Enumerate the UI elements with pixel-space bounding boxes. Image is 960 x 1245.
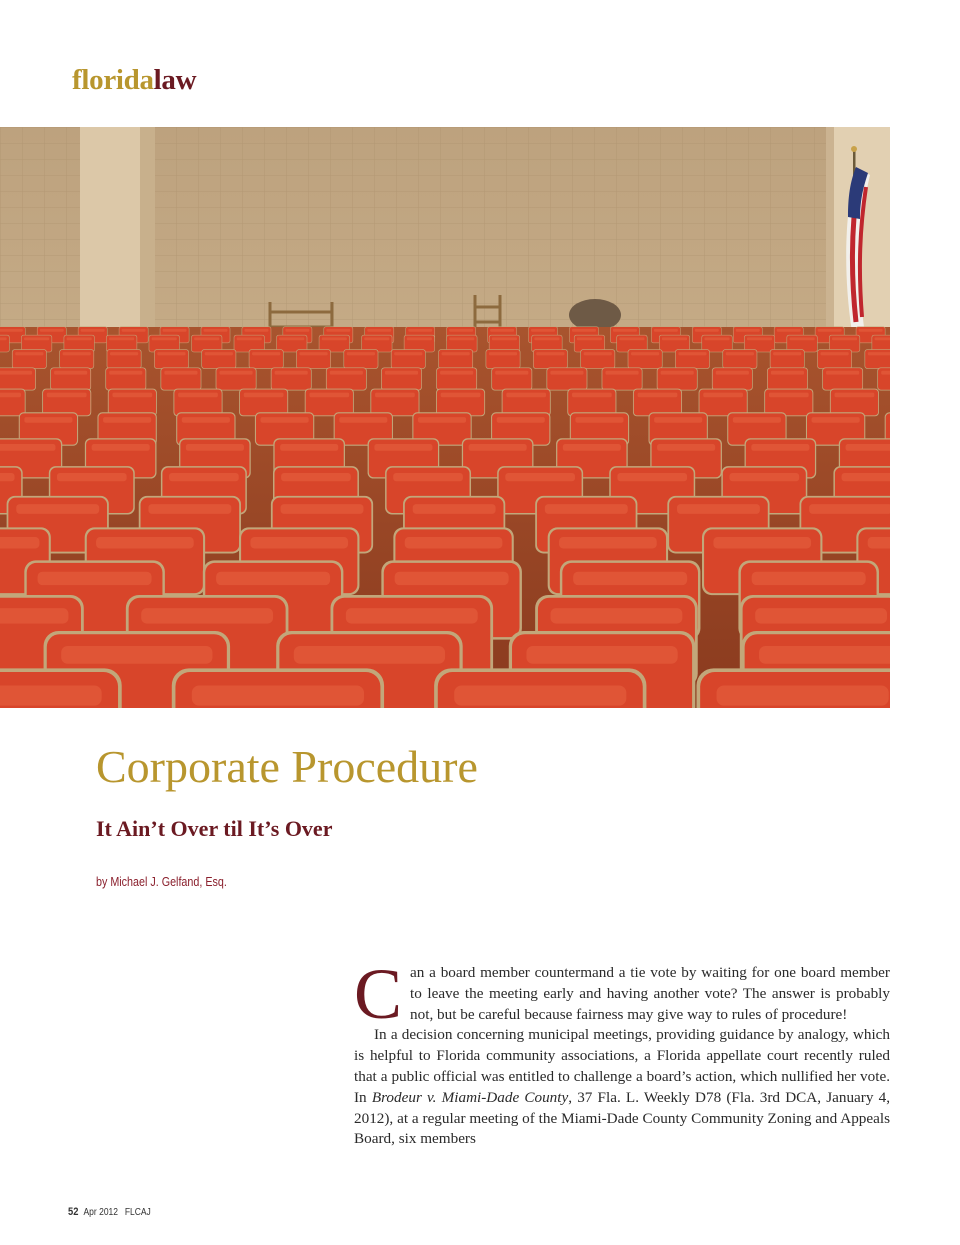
drop-cap: C xyxy=(354,954,403,1034)
byline: by Michael J. Gelfand, Esq. xyxy=(96,875,227,889)
section-tag-law: law xyxy=(153,64,197,96)
publication-name: FLCAJ xyxy=(124,1207,151,1218)
case-name: Brodeur v. Miami-Dade County xyxy=(371,1088,569,1106)
article-subtitle: It Ain’t Over til It’s Over xyxy=(96,816,333,841)
article-title: Corporate Procedure xyxy=(96,741,478,792)
hero-photo xyxy=(0,127,890,708)
section-tag xyxy=(72,66,196,95)
page-number: 52 xyxy=(68,1206,79,1218)
paragraph-1-text: an a board member countermand a tie vote by waiting for one board member to leave the meeting early and having another vote? The answer is probably not, but be careful because fairness may give way to rules of procedure! xyxy=(410,964,890,1023)
page-footer xyxy=(68,1206,151,1218)
issue-date: Apr 2012 xyxy=(83,1207,119,1218)
paragraph-1 xyxy=(354,954,890,1034)
section-tag-florida: florida xyxy=(72,64,154,96)
paragraph-2-text-b: , 37 Fla. L. Weekly D78 (Fla. 3rd DCA, January 4, 2012), at a regular meeting of the Miami-Dade County Community Zoning and Appeals Board, six members xyxy=(354,1088,890,1148)
auditorium-chairs-photo xyxy=(0,127,890,708)
paragraph-2-text-a: In a decision concerning municipal meetings, providing guidance by analogy, which is helpful to Florida community associations, a Florida appellate court recently ruled that a public official was entitled to challenge a board’s action, which nullified her vote. In xyxy=(354,1026,890,1106)
article-body xyxy=(354,954,890,1150)
paragraph-2 xyxy=(354,1025,890,1150)
